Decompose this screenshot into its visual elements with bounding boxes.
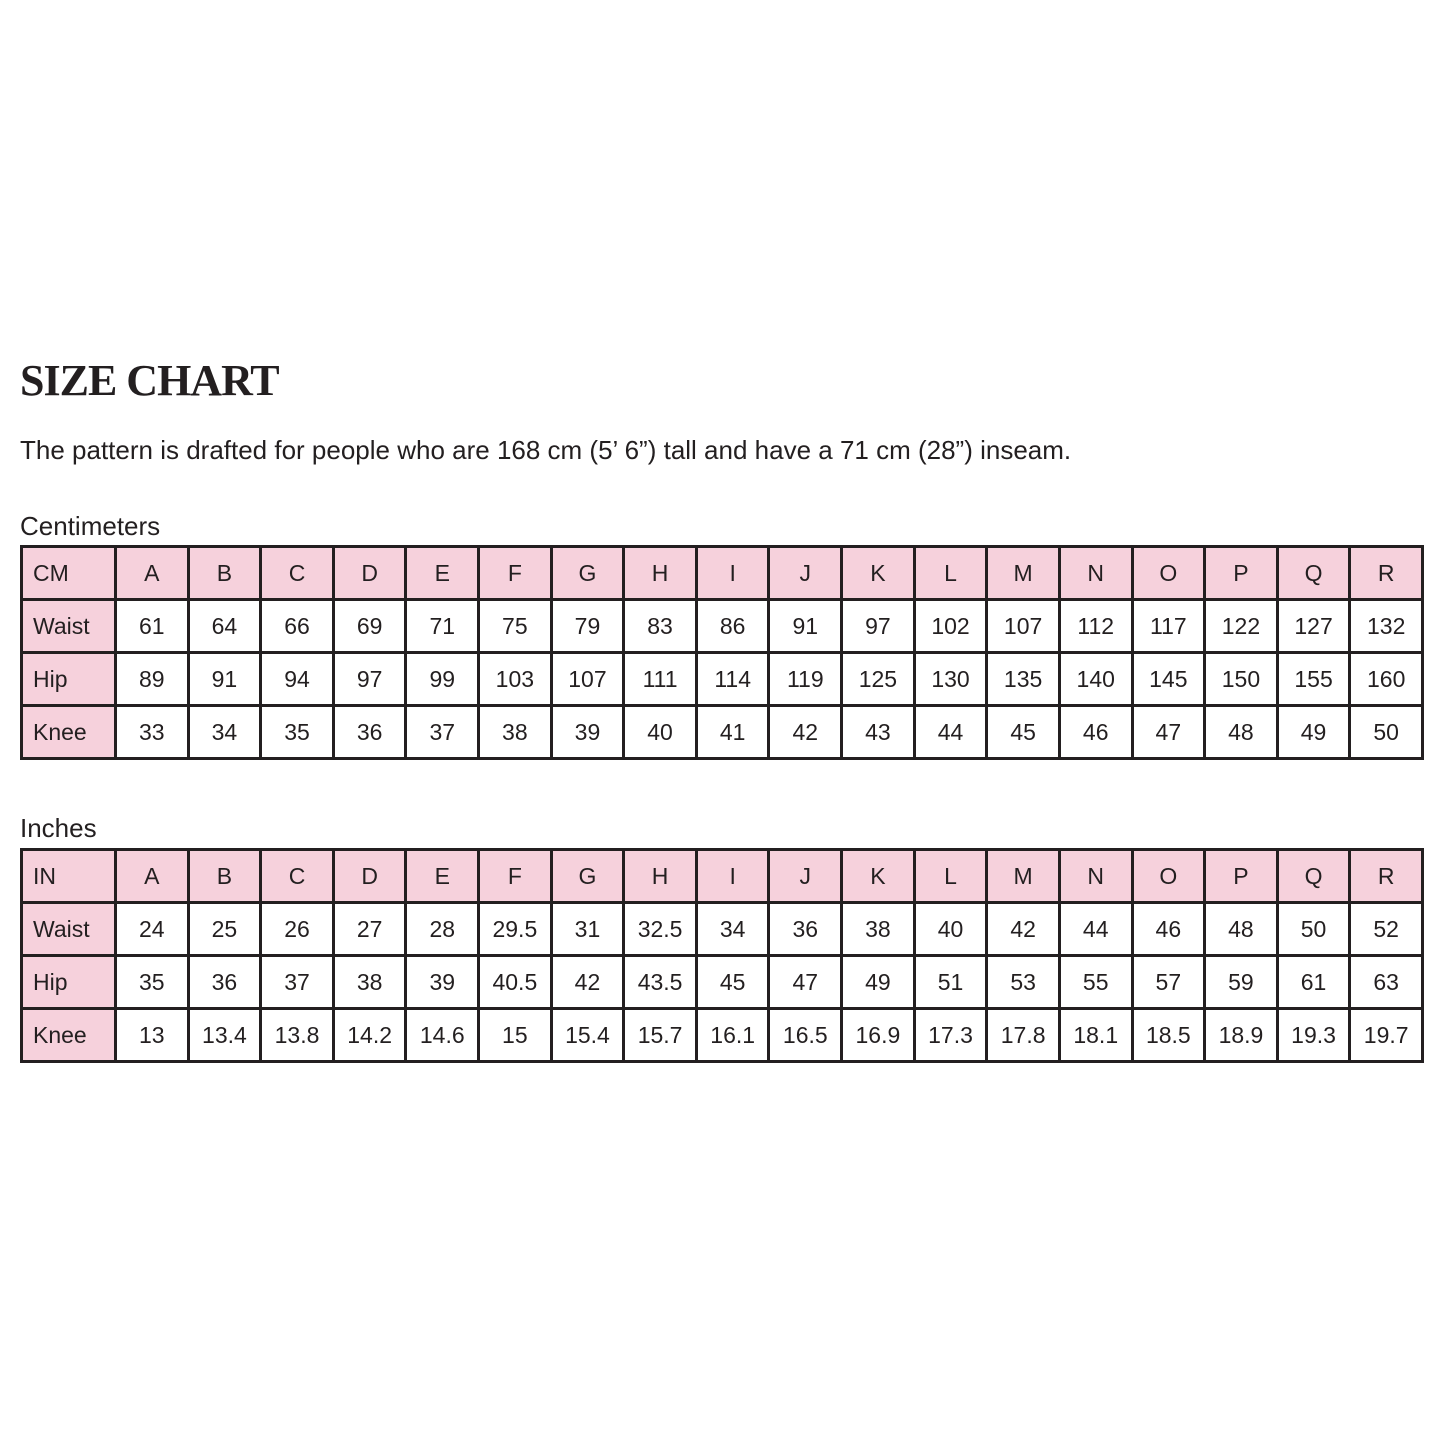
measurement-row (22, 903, 1423, 956)
measurement-value-cell: 61 (116, 600, 189, 653)
measurement-value-cell: 28 (406, 903, 479, 956)
measurement-value-cell: 33 (116, 706, 189, 759)
measurement-value-cell: 63 (1350, 956, 1423, 1009)
size-header-cell: K (842, 547, 915, 600)
measurement-value-cell: 117 (1132, 600, 1205, 653)
measurement-value-cell: 107 (551, 653, 624, 706)
size-header-row (22, 547, 1423, 600)
measurement-value-cell: 40 (624, 706, 697, 759)
size-header-cell: H (624, 850, 697, 903)
measurement-value-cell: 17.8 (987, 1009, 1060, 1062)
size-header-cell: L (914, 850, 987, 903)
size-header-cell: I (696, 850, 769, 903)
measurement-value-cell: 49 (842, 956, 915, 1009)
measurement-value-cell: 91 (769, 600, 842, 653)
measurement-value-cell: 45 (987, 706, 1060, 759)
size-header-cell: C (261, 547, 334, 600)
size-header-cell: Q (1277, 547, 1350, 600)
size-header-cell: N (1059, 547, 1132, 600)
size-header-cell: D (333, 547, 406, 600)
measurement-value-cell: 39 (551, 706, 624, 759)
measurement-value-cell: 69 (333, 600, 406, 653)
measurement-value-cell: 64 (188, 600, 261, 653)
page-title: SIZE CHART (20, 356, 279, 405)
measurement-value-cell: 111 (624, 653, 697, 706)
measurement-value-cell: 71 (406, 600, 479, 653)
measurement-value-cell: 43.5 (624, 956, 697, 1009)
size-header-cell: J (769, 547, 842, 600)
measurement-value-cell: 13 (116, 1009, 189, 1062)
measurement-value-cell: 135 (987, 653, 1060, 706)
measurement-value-cell: 66 (261, 600, 334, 653)
measurement-value-cell: 15 (479, 1009, 552, 1062)
measurement-value-cell: 83 (624, 600, 697, 653)
measurement-value-cell: 125 (842, 653, 915, 706)
measurement-value-cell: 37 (261, 956, 334, 1009)
measurement-value-cell: 15.4 (551, 1009, 624, 1062)
measurement-value-cell: 44 (914, 706, 987, 759)
size-header-cell: M (987, 850, 1060, 903)
measurement-value-cell: 99 (406, 653, 479, 706)
measurement-value-cell: 42 (769, 706, 842, 759)
size-header-cell: F (479, 850, 552, 903)
measurement-label-cell: Knee (22, 706, 116, 759)
measurement-value-cell: 36 (188, 956, 261, 1009)
measurement-value-cell: 16.1 (696, 1009, 769, 1062)
measurement-value-cell: 50 (1350, 706, 1423, 759)
measurement-value-cell: 47 (1132, 706, 1205, 759)
measurement-value-cell: 51 (914, 956, 987, 1009)
inches-label: Inches (20, 813, 97, 843)
size-header-cell: A (116, 850, 189, 903)
measurement-value-cell: 37 (406, 706, 479, 759)
pattern-description: The pattern is drafted for people who are 168 cm (5’ 6”) tall and have a 71 cm (28”) inseam. (20, 435, 1072, 465)
measurement-value-cell: 38 (842, 903, 915, 956)
centimeters-table (20, 545, 1424, 760)
inches-table (20, 848, 1424, 1063)
size-header-cell: J (769, 850, 842, 903)
measurement-value-cell: 15.7 (624, 1009, 697, 1062)
measurement-value-cell: 39 (406, 956, 479, 1009)
measurement-value-cell: 97 (842, 600, 915, 653)
measurement-value-cell: 119 (769, 653, 842, 706)
measurement-value-cell: 46 (1059, 706, 1132, 759)
measurement-value-cell: 130 (914, 653, 987, 706)
measurement-value-cell: 79 (551, 600, 624, 653)
measurement-label-cell: Hip (22, 956, 116, 1009)
measurement-value-cell: 40.5 (479, 956, 552, 1009)
measurement-value-cell: 49 (1277, 706, 1350, 759)
unit-header-cell: IN (22, 850, 116, 903)
size-header-row (22, 850, 1423, 903)
measurement-value-cell: 35 (261, 706, 334, 759)
measurement-label-cell: Knee (22, 1009, 116, 1062)
size-header-cell: R (1350, 547, 1423, 600)
measurement-value-cell: 61 (1277, 956, 1350, 1009)
measurement-value-cell: 44 (1059, 903, 1132, 956)
measurement-value-cell: 14.6 (406, 1009, 479, 1062)
measurement-value-cell: 103 (479, 653, 552, 706)
measurement-value-cell: 160 (1350, 653, 1423, 706)
measurement-label-cell: Waist (22, 600, 116, 653)
measurement-value-cell: 38 (479, 706, 552, 759)
size-header-cell: O (1132, 850, 1205, 903)
measurement-value-cell: 52 (1350, 903, 1423, 956)
measurement-value-cell: 29.5 (479, 903, 552, 956)
size-header-cell: Q (1277, 850, 1350, 903)
size-header-cell: K (842, 850, 915, 903)
size-header-cell: A (116, 547, 189, 600)
size-header-cell: P (1205, 850, 1278, 903)
measurement-value-cell: 46 (1132, 903, 1205, 956)
measurement-value-cell: 38 (333, 956, 406, 1009)
size-header-cell: N (1059, 850, 1132, 903)
measurement-label-cell: Hip (22, 653, 116, 706)
measurement-value-cell: 89 (116, 653, 189, 706)
size-header-cell: B (188, 850, 261, 903)
measurement-value-cell: 122 (1205, 600, 1278, 653)
measurement-value-cell: 13.8 (261, 1009, 334, 1062)
size-header-cell: F (479, 547, 552, 600)
centimeters-label: Centimeters (20, 511, 161, 541)
measurement-value-cell: 114 (696, 653, 769, 706)
measurement-value-cell: 34 (696, 903, 769, 956)
measurement-value-cell: 19.7 (1350, 1009, 1423, 1062)
measurement-value-cell: 40 (914, 903, 987, 956)
measurement-label-cell: Waist (22, 903, 116, 956)
measurement-value-cell: 57 (1132, 956, 1205, 1009)
size-header-cell: G (551, 850, 624, 903)
measurement-value-cell: 17.3 (914, 1009, 987, 1062)
measurement-value-cell: 145 (1132, 653, 1205, 706)
measurement-row (22, 600, 1423, 653)
measurement-value-cell: 36 (333, 706, 406, 759)
measurement-value-cell: 112 (1059, 600, 1132, 653)
measurement-value-cell: 18.9 (1205, 1009, 1278, 1062)
measurement-value-cell: 97 (333, 653, 406, 706)
size-header-cell: E (406, 547, 479, 600)
measurement-value-cell: 36 (769, 903, 842, 956)
size-header-cell: O (1132, 547, 1205, 600)
measurement-value-cell: 27 (333, 903, 406, 956)
measurement-value-cell: 50 (1277, 903, 1350, 956)
measurement-value-cell: 86 (696, 600, 769, 653)
size-header-cell: I (696, 547, 769, 600)
size-header-cell: B (188, 547, 261, 600)
measurement-value-cell: 41 (696, 706, 769, 759)
measurement-value-cell: 47 (769, 956, 842, 1009)
measurement-value-cell: 43 (842, 706, 915, 759)
measurement-value-cell: 132 (1350, 600, 1423, 653)
measurement-value-cell: 94 (261, 653, 334, 706)
measurement-value-cell: 127 (1277, 600, 1350, 653)
measurement-value-cell: 55 (1059, 956, 1132, 1009)
size-header-cell: C (261, 850, 334, 903)
measurement-value-cell: 102 (914, 600, 987, 653)
measurement-value-cell: 75 (479, 600, 552, 653)
measurement-value-cell: 16.5 (769, 1009, 842, 1062)
measurement-value-cell: 19.3 (1277, 1009, 1350, 1062)
measurement-value-cell: 59 (1205, 956, 1278, 1009)
size-header-cell: G (551, 547, 624, 600)
measurement-value-cell: 26 (261, 903, 334, 956)
measurement-value-cell: 42 (551, 956, 624, 1009)
measurement-row (22, 706, 1423, 759)
measurement-value-cell: 155 (1277, 653, 1350, 706)
measurement-value-cell: 42 (987, 903, 1060, 956)
measurement-value-cell: 91 (188, 653, 261, 706)
measurement-value-cell: 32.5 (624, 903, 697, 956)
measurement-value-cell: 13.4 (188, 1009, 261, 1062)
measurement-value-cell: 35 (116, 956, 189, 1009)
size-header-cell: P (1205, 547, 1278, 600)
measurement-value-cell: 48 (1205, 903, 1278, 956)
measurement-value-cell: 16.9 (842, 1009, 915, 1062)
measurement-value-cell: 48 (1205, 706, 1278, 759)
size-header-cell: E (406, 850, 479, 903)
measurement-value-cell: 107 (987, 600, 1060, 653)
measurement-row (22, 653, 1423, 706)
unit-header-cell: CM (22, 547, 116, 600)
measurement-row (22, 956, 1423, 1009)
measurement-value-cell: 45 (696, 956, 769, 1009)
measurement-value-cell: 18.1 (1059, 1009, 1132, 1062)
measurement-value-cell: 34 (188, 706, 261, 759)
size-header-cell: H (624, 547, 697, 600)
measurement-value-cell: 140 (1059, 653, 1132, 706)
size-header-cell: D (333, 850, 406, 903)
size-header-cell: R (1350, 850, 1423, 903)
size-header-cell: L (914, 547, 987, 600)
measurement-value-cell: 18.5 (1132, 1009, 1205, 1062)
measurement-value-cell: 25 (188, 903, 261, 956)
measurement-value-cell: 53 (987, 956, 1060, 1009)
measurement-value-cell: 31 (551, 903, 624, 956)
measurement-value-cell: 14.2 (333, 1009, 406, 1062)
size-header-cell: M (987, 547, 1060, 600)
measurement-value-cell: 150 (1205, 653, 1278, 706)
measurement-value-cell: 24 (116, 903, 189, 956)
measurement-row (22, 1009, 1423, 1062)
